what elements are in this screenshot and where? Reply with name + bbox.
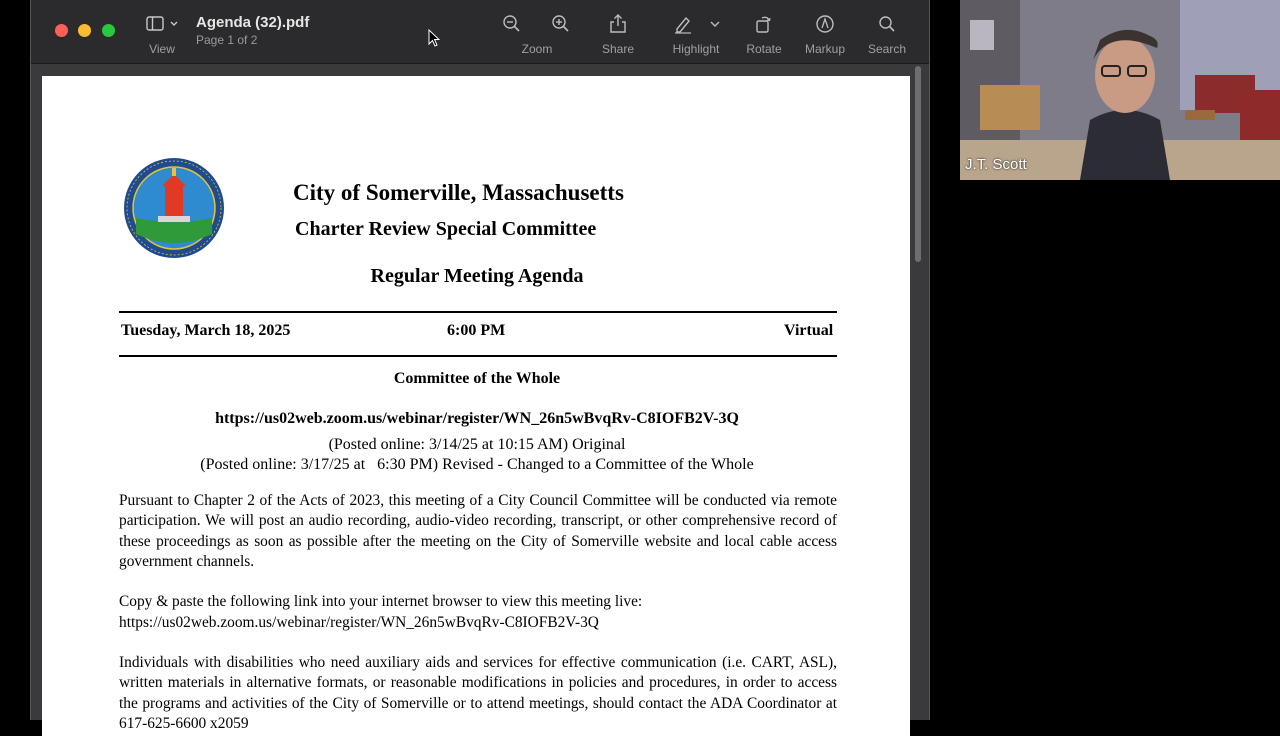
meeting-time: 6:00 PM (447, 322, 506, 339)
participant-video-feed (960, 0, 1280, 180)
sidebar-view-button[interactable] (145, 14, 185, 34)
share-label: Share (601, 42, 635, 56)
minimize-button[interactable] (78, 24, 91, 37)
highlight-label: Highlight (672, 42, 720, 56)
meeting-location: Virtual (784, 322, 834, 339)
zoom-in-button[interactable] (550, 13, 572, 35)
posted-revised: (Posted online: 3/17/25 at 6:30 PM) Revised - Changed to a Committee of the Whole (200, 456, 754, 473)
remote-participation-paragraph: Pursuant to Chapter 2 of the Acts of 2023, this meeting of a City Council Committee will be conducted via remote participation. We will post an audio recording, audio-video recording, transcript, or other comprehensive record of these proceedings as soon as possible after the meeting on the City of Somerville website and local cable access government channels. (119, 492, 837, 570)
highlight-button[interactable] (672, 13, 694, 35)
zoom-label: Zoom (521, 42, 553, 56)
sidebar-icon (145, 14, 185, 34)
meeting-date: Tuesday, March 18, 2025 (121, 322, 291, 339)
highlight-menu-button[interactable] (708, 13, 722, 35)
zoom-out-icon (501, 13, 523, 35)
divider (119, 311, 837, 313)
posted-original: (Posted online: 3/14/25 at 10:15 AM) Original (328, 436, 626, 453)
rotate-label: Rotate (746, 42, 782, 56)
markup-icon (814, 13, 836, 35)
markup-button[interactable] (814, 13, 836, 35)
agenda-heading: Regular Meeting Agenda (370, 265, 584, 287)
share-button[interactable] (607, 13, 629, 35)
share-icon (607, 13, 629, 35)
rotate-button[interactable] (752, 13, 774, 35)
toolbar (31, 0, 929, 64)
accessibility-paragraph: Individuals with disabilities who need auxiliary aids and services for effective communication (i.e. CART, ASL), written materials in alternative formats, or reasonable modifications in policies and procedures, in order to access the programs and activities of the City of Somerville or to attend meetings, should contact the ADA Coordinator at 617-625-6600 x2059 (119, 654, 837, 732)
divider (119, 355, 837, 357)
participant-name: J.T. Scott (965, 156, 1027, 173)
participant-video (960, 0, 1280, 180)
chevron-down-icon (708, 13, 722, 35)
mouse-pointer-icon (428, 29, 440, 47)
rotate-icon (752, 13, 774, 35)
scrollbar[interactable] (915, 66, 923, 720)
preview-window (30, 0, 930, 732)
zoom-out-button[interactable] (501, 13, 523, 35)
markup-label: Markup (804, 42, 845, 56)
committee-heading: Charter Review Special Committee (295, 218, 597, 240)
search-label: Search (867, 42, 907, 56)
search-button[interactable] (876, 13, 898, 35)
search-icon (876, 13, 898, 35)
highlighter-icon (672, 13, 694, 35)
fullscreen-button[interactable] (102, 24, 115, 37)
webinar-link[interactable]: https://us02web.zoom.us/webinar/register/WN_26n5wBvqRv-C8IOFB2V-3Q (215, 410, 739, 427)
close-button[interactable] (55, 24, 68, 37)
city-heading: City of Somerville, Massachusetts (293, 180, 624, 205)
city-seal-logo (122, 156, 226, 260)
view-label: View (149, 42, 175, 56)
zoom-in-icon (550, 13, 572, 35)
copy-link-instruction: Copy & paste the following link into your internet browser to view this meeting live: (119, 593, 643, 610)
document-title: Agenda (32).pdf (196, 14, 310, 31)
section-heading: Committee of the Whole (393, 370, 561, 387)
page-indicator: Page 1 of 2 (196, 33, 258, 47)
meeting-link[interactable]: https://us02web.zoom.us/webinar/register/WN_26n5wBvqRv-C8IOFB2V-3Q (119, 614, 599, 631)
scrollbar-thumb[interactable] (915, 66, 921, 262)
pdf-page (42, 76, 910, 736)
